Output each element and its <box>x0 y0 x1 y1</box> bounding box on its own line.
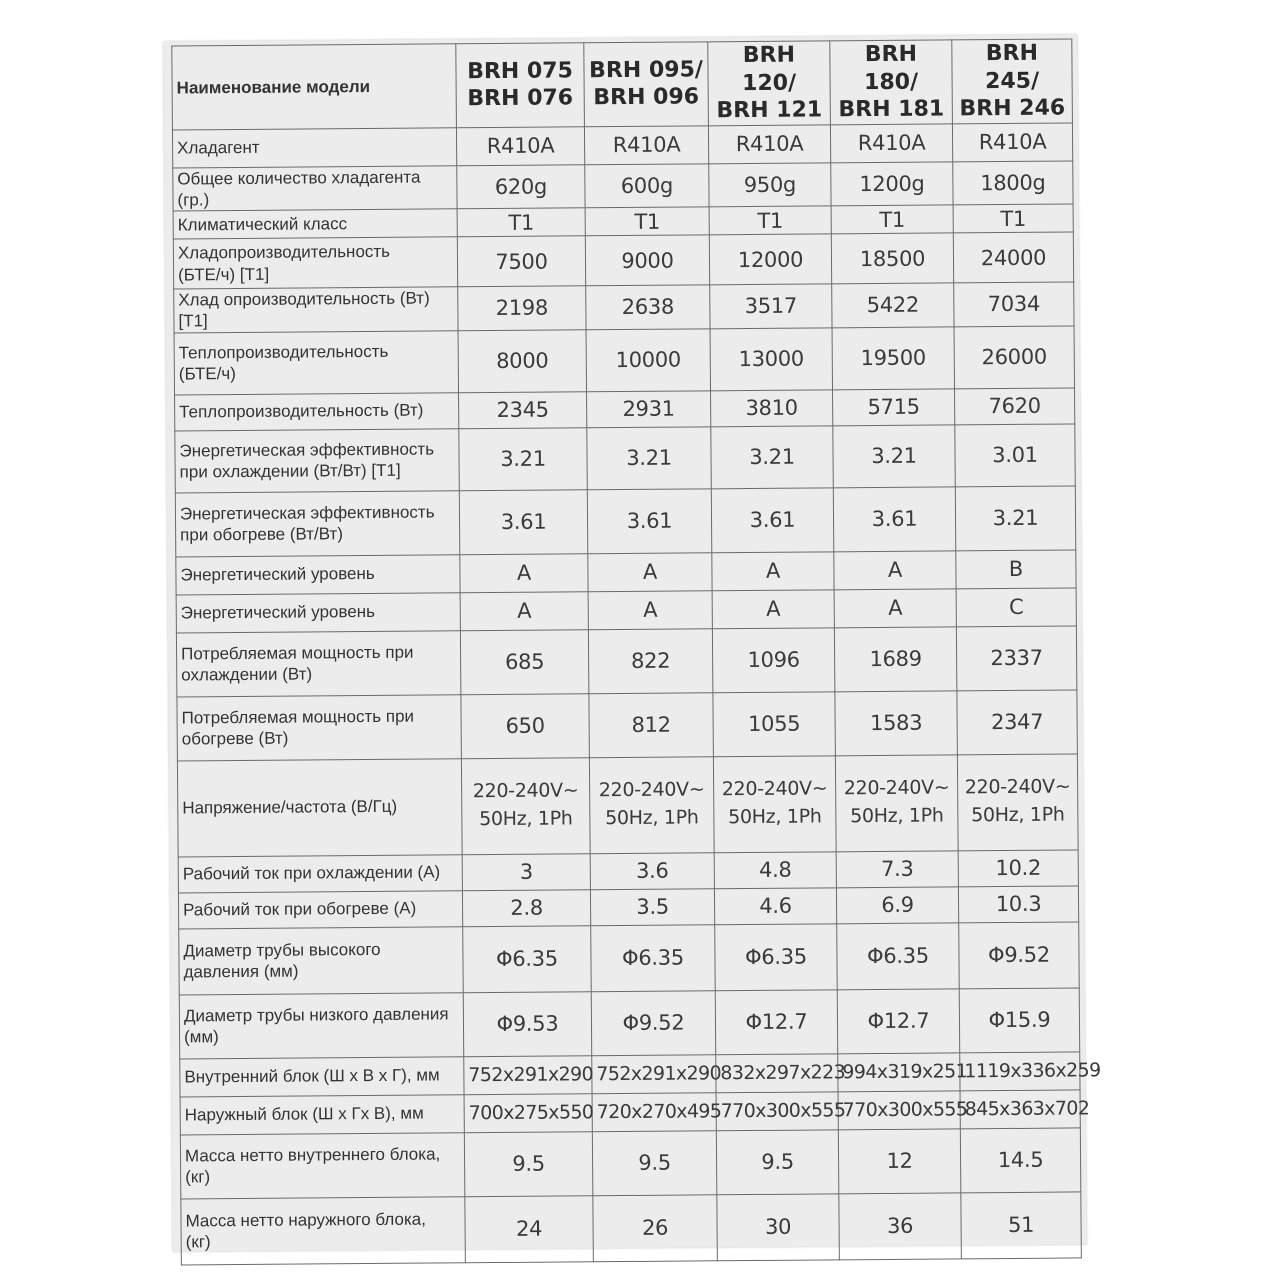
value-cell: T1 <box>585 207 709 236</box>
value-cell: 10.3 <box>958 885 1078 922</box>
value-cell: 4.8 <box>714 851 836 888</box>
value-cell: 10000 <box>586 328 710 391</box>
row-label <box>173 165 457 211</box>
value-cell: 7034 <box>954 282 1074 326</box>
row-label <box>180 1056 464 1096</box>
value-cell: 9.5 <box>716 1129 838 1194</box>
table-row <box>173 160 1073 211</box>
value-cell: T1 <box>709 206 831 235</box>
row-label-line: Напряжение/частота (В/Гц) <box>182 797 398 818</box>
value-cell: T1 <box>457 208 585 237</box>
value-cell: 18500 <box>831 233 953 284</box>
value-cell: 7620 <box>955 387 1075 424</box>
value-cell: 1583 <box>835 690 957 755</box>
value-cell: Φ6.35 <box>591 924 716 991</box>
value-cell: 1800g <box>953 160 1073 204</box>
value-cell: 2.8 <box>462 889 590 926</box>
table-row <box>176 625 1076 696</box>
value-cell: Φ12.7 <box>715 989 837 1054</box>
row-label-line: (кг) <box>185 1232 211 1252</box>
value-cell: Φ6.35 <box>715 923 838 990</box>
row-label <box>180 1094 464 1134</box>
row-label <box>177 694 461 760</box>
value-cell: A <box>712 551 834 590</box>
value-cell: 51 <box>961 1191 1082 1258</box>
value-cell: 3.61 <box>711 487 833 552</box>
row-label <box>180 1132 464 1198</box>
value-cell: 832x297x223 <box>716 1053 838 1092</box>
table-row <box>174 282 1074 333</box>
row-label-line: Масса нетто наружного блока, <box>185 1209 426 1231</box>
value-cell: Φ15.9 <box>959 987 1079 1052</box>
row-label-line: Масса нетто внутреннего блока, <box>184 1144 441 1166</box>
row-label-line: Теплопроизводительность (Вт) <box>179 400 424 422</box>
specifications-table <box>171 38 1101 1265</box>
value-cell: 3 <box>462 853 590 890</box>
value-cell: Φ9.52 <box>591 990 715 1055</box>
value-cell: 5422 <box>832 283 954 327</box>
row-label-line: Климатический класс <box>177 214 348 235</box>
row-label <box>175 392 459 430</box>
value-line: 220-240V~ <box>472 779 579 803</box>
row-label-line: Потребляемая мощность при <box>180 642 414 664</box>
value-cell: 26000 <box>954 325 1074 388</box>
value-cell: 2931 <box>587 390 711 427</box>
model-name-line: BRH 180/ <box>864 41 919 95</box>
value-cell: Φ12.7 <box>837 988 959 1053</box>
row-label-line: Внутренний блок (Ш х В х Г), мм <box>184 1065 440 1087</box>
value-cell: A <box>460 553 588 592</box>
value-line: 50Hz, 1Ph <box>479 807 573 831</box>
row-label-line: (БТЕ/ч) [T1] <box>178 264 270 284</box>
value-cell: 12000 <box>709 234 831 285</box>
value-cell: 685 <box>460 629 588 694</box>
value-cell: 19500 <box>832 326 954 389</box>
value-line: 220-240V~ <box>721 777 828 801</box>
value-cell: 770x300x555 <box>838 1090 960 1129</box>
table-row <box>175 485 1075 556</box>
value-cell: 2198 <box>458 286 586 331</box>
value-cell: 24 <box>465 1195 594 1262</box>
value-cell: A <box>834 550 956 589</box>
row-label-line: (мм) <box>184 1027 219 1047</box>
value-cell: 3.21 <box>587 426 711 489</box>
row-label-line: давления (мм) <box>183 961 299 982</box>
value-cell: C <box>956 587 1076 626</box>
row-label-line: Общее количество хладагента (гр.) <box>177 167 421 210</box>
value-line: 220-240V~ <box>843 776 950 800</box>
row-label-line: (БТЕ/ч) <box>178 364 236 384</box>
value-cell: 2345 <box>459 391 587 428</box>
value-cell: 3.21 <box>955 485 1075 550</box>
value-cell: 620g <box>457 164 585 209</box>
value-cell: Φ6.35 <box>463 925 592 992</box>
value-cell: 950g <box>709 162 831 206</box>
row-label <box>178 890 462 928</box>
model-column-2 <box>584 42 709 126</box>
row-label-line: Хлад опроизводительность (Вт) [T1] <box>178 288 430 331</box>
row-label-line: Хладагент <box>177 138 260 158</box>
row-label-line: Потребляемая мощность при <box>181 706 415 728</box>
model-name-label: Наименование модели <box>172 44 457 130</box>
value-cell: 845x363x702 <box>960 1089 1080 1128</box>
value-cell: 3.01 <box>955 423 1075 486</box>
model-name-line: BRH 246 <box>959 95 1066 122</box>
value-cell: 3517 <box>710 284 832 328</box>
value-cell: 6.9 <box>836 886 958 923</box>
row-label <box>174 287 458 333</box>
value-cell: R410A <box>708 124 830 163</box>
value-cell: 9.5 <box>592 1130 716 1195</box>
value-cell: 1119x336x259 <box>960 1051 1080 1090</box>
row-label <box>176 630 460 696</box>
value-cell: T1 <box>831 205 953 234</box>
row-label-line: охлаждении (Вт) <box>181 664 313 685</box>
row-label-line: Рабочий ток при обогреве (А) <box>183 899 417 920</box>
value-cell: 752x291x290 <box>464 1055 592 1094</box>
value-cell: 1096 <box>712 627 834 692</box>
row-label <box>174 330 458 394</box>
model-name-line: BRH 075 <box>467 58 573 84</box>
row-label-line: (кг) <box>185 1167 211 1187</box>
value-cell: R410A <box>456 126 584 165</box>
value-line: 50Hz, 1Ph <box>728 805 822 829</box>
value-cell: 2347 <box>957 689 1077 754</box>
table-row <box>179 921 1079 994</box>
row-label-line: Диаметр трубы высокого <box>183 939 381 961</box>
value-cell: 3.21 <box>711 425 833 488</box>
row-label <box>177 758 462 856</box>
value-cell <box>713 755 836 852</box>
value-cell: A <box>588 552 712 591</box>
value-cell: 2337 <box>956 625 1076 690</box>
value-cell: 752x291x290 <box>592 1054 716 1093</box>
value-cell: 3.21 <box>459 427 587 490</box>
row-label-line: Энергетический уровень <box>180 564 375 585</box>
value-cell: R410A <box>830 123 952 162</box>
value-cell: B <box>956 549 1076 588</box>
value-cell: 720x270x495 <box>592 1092 716 1131</box>
row-label-line: Энергетический уровень <box>180 602 376 623</box>
row-label <box>179 926 464 994</box>
model-name-line: BRH 245/ <box>985 40 1040 94</box>
value-cell: 3.5 <box>590 888 714 925</box>
row-label <box>173 237 457 289</box>
table-row <box>174 325 1074 394</box>
value-cell: A <box>460 591 588 630</box>
value-cell: 822 <box>588 628 712 693</box>
value-line: 50Hz, 1Ph <box>850 804 944 828</box>
row-label-line: Рабочий ток при охлаждении (А) <box>182 862 441 884</box>
value-cell: A <box>588 590 712 629</box>
value-cell: 994x319x251 <box>838 1052 960 1091</box>
value-cell: A <box>712 589 834 628</box>
model-column-3 <box>708 41 831 125</box>
value-cell: 9000 <box>585 235 709 286</box>
value-cell: 13000 <box>710 327 832 390</box>
value-cell: 10.2 <box>958 849 1078 886</box>
value-cell: 8000 <box>458 329 586 392</box>
value-cell: R410A <box>584 125 708 164</box>
model-name-line: BRH 121 <box>716 97 823 124</box>
value-cell: 1055 <box>713 691 835 756</box>
value-cell <box>461 757 590 854</box>
row-label-line: Энергетическая эффективность <box>179 502 435 524</box>
row-label-line: обогреве (Вт) <box>181 728 289 749</box>
value-cell: 700x275x550 <box>464 1093 592 1132</box>
row-label <box>178 854 462 892</box>
value-cell: 7.3 <box>836 850 958 887</box>
value-cell: A <box>834 588 956 627</box>
value-cell: 3.21 <box>833 424 955 487</box>
value-cell <box>957 753 1078 850</box>
value-cell: 3.61 <box>587 488 711 553</box>
value-cell: R410A <box>952 122 1072 161</box>
value-cell: 3.61 <box>833 486 955 551</box>
table-row <box>180 1127 1080 1198</box>
table-row <box>177 689 1077 760</box>
row-label-line: Диаметр трубы низкого давления <box>183 1004 449 1026</box>
value-cell: 4.6 <box>714 887 836 924</box>
value-cell: 12 <box>838 1128 960 1193</box>
value-cell: Φ9.52 <box>959 921 1080 988</box>
value-cell: 1689 <box>834 626 956 691</box>
row-label <box>175 428 459 492</box>
value-line: 50Hz, 1Ph <box>605 806 699 830</box>
model-name-line: BRH 120/ <box>742 42 797 96</box>
value-cell: 30 <box>717 1193 840 1260</box>
value-cell: 3.61 <box>459 489 587 554</box>
value-cell: 14.5 <box>960 1127 1080 1192</box>
value-cell: 1200g <box>831 161 953 205</box>
value-cell: 600g <box>585 163 709 207</box>
value-cell: T1 <box>953 204 1073 233</box>
row-label-line: Наружный блок (Ш х Гх В), мм <box>184 1103 424 1125</box>
table-row <box>175 423 1075 492</box>
value-cell: 7500 <box>457 236 585 287</box>
value-line: 50Hz, 1Ph <box>971 803 1065 827</box>
value-cell: 9.5 <box>464 1131 592 1196</box>
value-cell: Φ9.53 <box>463 991 591 1056</box>
value-cell: 3810 <box>711 389 833 426</box>
value-cell: 5715 <box>833 388 955 425</box>
model-name-line: BRH 076 <box>467 85 574 112</box>
model-name-line: BRH 096 <box>593 84 700 111</box>
row-label <box>176 592 460 632</box>
value-cell: 812 <box>589 692 713 757</box>
value-cell <box>589 756 714 853</box>
value-line: 220-240V~ <box>598 778 705 802</box>
row-label-line: Энергетическая эффективность <box>179 439 435 461</box>
row-label-line: Теплопроизводительность <box>178 341 389 363</box>
value-cell: 24000 <box>953 232 1073 283</box>
table-row <box>179 987 1079 1058</box>
model-name-line: BRH 181 <box>838 96 945 123</box>
row-label <box>181 1196 466 1264</box>
value-line: 220-240V~ <box>964 775 1071 799</box>
value-cell: 36 <box>839 1192 962 1259</box>
model-name-line: BRH 095/ <box>589 57 703 84</box>
model-column-1 <box>456 43 585 128</box>
row-label-line: при обогреве (Вт/Вт) <box>180 524 344 545</box>
row-label-line: при охлаждении (Вт/Вт) [T1] <box>179 460 401 482</box>
row-label <box>179 992 463 1058</box>
row-label <box>175 490 459 556</box>
table-row <box>177 753 1078 856</box>
model-column-5 <box>952 39 1073 123</box>
row-label <box>176 554 460 594</box>
value-cell: 2638 <box>586 285 710 329</box>
header-row <box>172 39 1073 130</box>
value-cell <box>835 754 958 851</box>
model-column-4 <box>830 40 953 124</box>
row-label <box>173 209 457 239</box>
table-row <box>181 1191 1081 1264</box>
spec-sheet <box>163 34 1101 1252</box>
row-label <box>172 127 456 167</box>
value-cell: Φ6.35 <box>837 922 960 989</box>
value-cell: 770x300x555 <box>716 1091 838 1130</box>
row-label-line: Хладопроизводительность <box>177 242 391 263</box>
table-row <box>173 232 1073 289</box>
value-cell: 650 <box>461 693 589 758</box>
value-cell: 26 <box>593 1194 718 1261</box>
value-cell: 3.6 <box>590 852 714 889</box>
